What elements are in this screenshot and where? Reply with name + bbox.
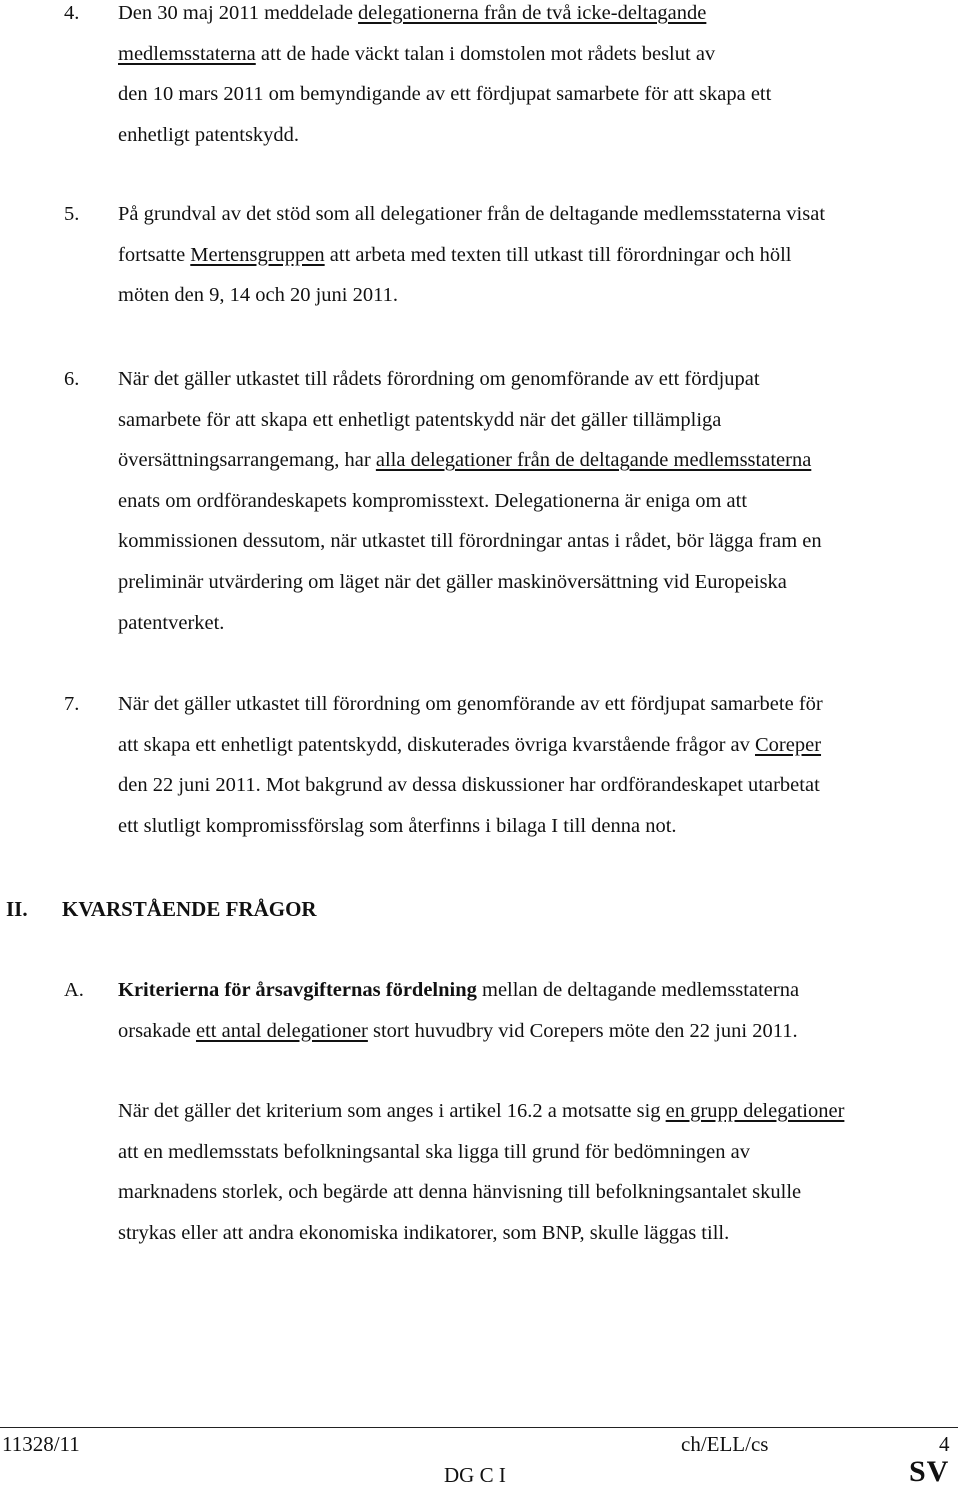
text-run: orsakade: [118, 1019, 196, 1042]
text-run: att arbeta med texten till utkast till förordningar och höll: [324, 243, 792, 266]
text-line: [118, 440, 960, 481]
text-line: [118, 115, 960, 156]
text-run: att en medlemsstats befolkningsantal ska ligga till grund för bedömningen av: [118, 1140, 750, 1163]
underlined-text: Mertensgruppen: [190, 243, 325, 266]
paragraph-a-continued: [118, 1091, 960, 1253]
document-reference: 11328/11: [2, 1432, 80, 1456]
text-line: [118, 34, 960, 75]
text-line: [118, 806, 960, 847]
item-number: 4.: [64, 2, 80, 24]
text-line: [118, 1213, 960, 1254]
underlined-text: alla delegationer från de deltagande medlemsstaterna: [375, 449, 812, 472]
text-run: På grundval av det stöd som all delegationer från de deltagande medlemsstaterna visat: [118, 203, 826, 225]
underlined-text: Coreper: [755, 733, 822, 756]
section-number: II.: [6, 897, 28, 921]
paragraph-4: [118, 0, 960, 155]
text-line: [118, 275, 960, 316]
text-line: [118, 400, 960, 441]
text-line: [118, 235, 960, 276]
text-run: översättningsarrangemang, har: [118, 449, 376, 472]
paragraph-6: [118, 359, 960, 643]
item-number: 5.: [64, 203, 80, 225]
text-line: [118, 359, 960, 400]
text-line: [118, 562, 960, 603]
text-run: den 10 mars 2011 om bemyndigande av ett fördjupat samarbete för att skapa ett: [118, 83, 772, 106]
underlined-text: en grupp delegationer: [665, 1100, 845, 1122]
text-run: När det gäller utkastet till rådets förordning om genomförande av ett fördjupat: [118, 368, 760, 390]
text-run: möten den 9, 14 och 20 juni 2011.: [118, 284, 398, 307]
paragraph-5: [118, 194, 960, 316]
text-line: [118, 194, 960, 235]
text-line: [118, 1172, 960, 1213]
subsection-letter: A.: [64, 979, 84, 1001]
text-run: marknadens storlek, och begärde att denna hänvisning till befolkningsantalet skulle: [118, 1181, 802, 1204]
paragraph-7: [118, 684, 960, 846]
text-line: [118, 74, 960, 115]
text-run: När det gäller utkastet till förordning om genomförande av ett fördjupat samarbete för: [118, 693, 823, 715]
text-run: preliminär utvärdering om läget när det gäller maskinöversättning vid Europeiska: [118, 570, 787, 593]
text-line: [118, 481, 960, 522]
item-number: 6.: [64, 368, 80, 390]
footer-divider: [0, 1427, 958, 1428]
text-line: [118, 684, 960, 725]
text-line: [118, 1011, 960, 1052]
text-run: kommissionen dessutom, när utkastet till förordningar antas i rådet, bör lägga fram en: [118, 530, 822, 553]
text-run: patentverket.: [118, 611, 225, 634]
item-number: 7.: [64, 693, 80, 715]
text-run: Den 30 maj 2011 meddelade: [118, 2, 359, 24]
text-run: ett slutligt kompromissförslag som återfinns i bilaga I till denna not.: [118, 814, 677, 837]
text-line: [118, 521, 960, 562]
text-run: samarbete för att skapa ett enhetligt patentskydd när det gäller tillämpliga: [118, 408, 722, 431]
text-line: [118, 0, 960, 34]
text-line: [118, 1091, 960, 1132]
text-run: att skapa ett enhetligt patentskydd, diskuterades övriga kvarstående frågor av: [118, 733, 755, 756]
text-line: [118, 765, 960, 806]
paragraph-a: [118, 970, 960, 1051]
language-code: SV: [909, 1455, 950, 1488]
text-run: enhetligt patentskydd.: [118, 123, 300, 146]
underlined-text: medlemsstaterna: [118, 42, 256, 65]
author-initials: ch/ELL/cs: [681, 1432, 769, 1456]
text-run: fortsatte: [118, 243, 191, 266]
underlined-text: delegationerna från de två icke-deltagande: [358, 2, 707, 24]
text-run: att de hade väckt talan i domstolen mot rådets beslut av: [255, 42, 716, 65]
page-number: 4: [939, 1432, 950, 1456]
underlined-text: ett antal delegationer: [195, 1019, 368, 1042]
text-run: stort huvudbry vid Corepers möte den 22 juni 2011.: [367, 1019, 798, 1042]
text-run: enats om ordförandeskapets kompromisstext. Delegationerna är eniga om att: [118, 489, 748, 512]
text-run: strykas eller att andra ekonomiska indikatorer, som BNP, skulle läggas till.: [118, 1221, 730, 1244]
text-run: mellan de deltagande medlemsstaterna: [476, 979, 800, 1001]
text-line: [118, 1132, 960, 1173]
text-line: [118, 725, 960, 766]
text-run: den 22 juni 2011. Mot bakgrund av dessa diskussioner har ordförandeskapet utarbetat: [118, 774, 820, 797]
bold-text: Kriterierna för årsavgifternas fördelning: [118, 979, 477, 1001]
text-line: [118, 603, 960, 644]
text-line: [118, 970, 960, 1011]
section-title: KVARSTÅENDE FRÅGOR: [62, 897, 317, 921]
text-run: När det gäller det kriterium som anges i artikel 16.2 a motsatte sig: [118, 1100, 666, 1122]
directorate: DG C I: [444, 1463, 506, 1487]
